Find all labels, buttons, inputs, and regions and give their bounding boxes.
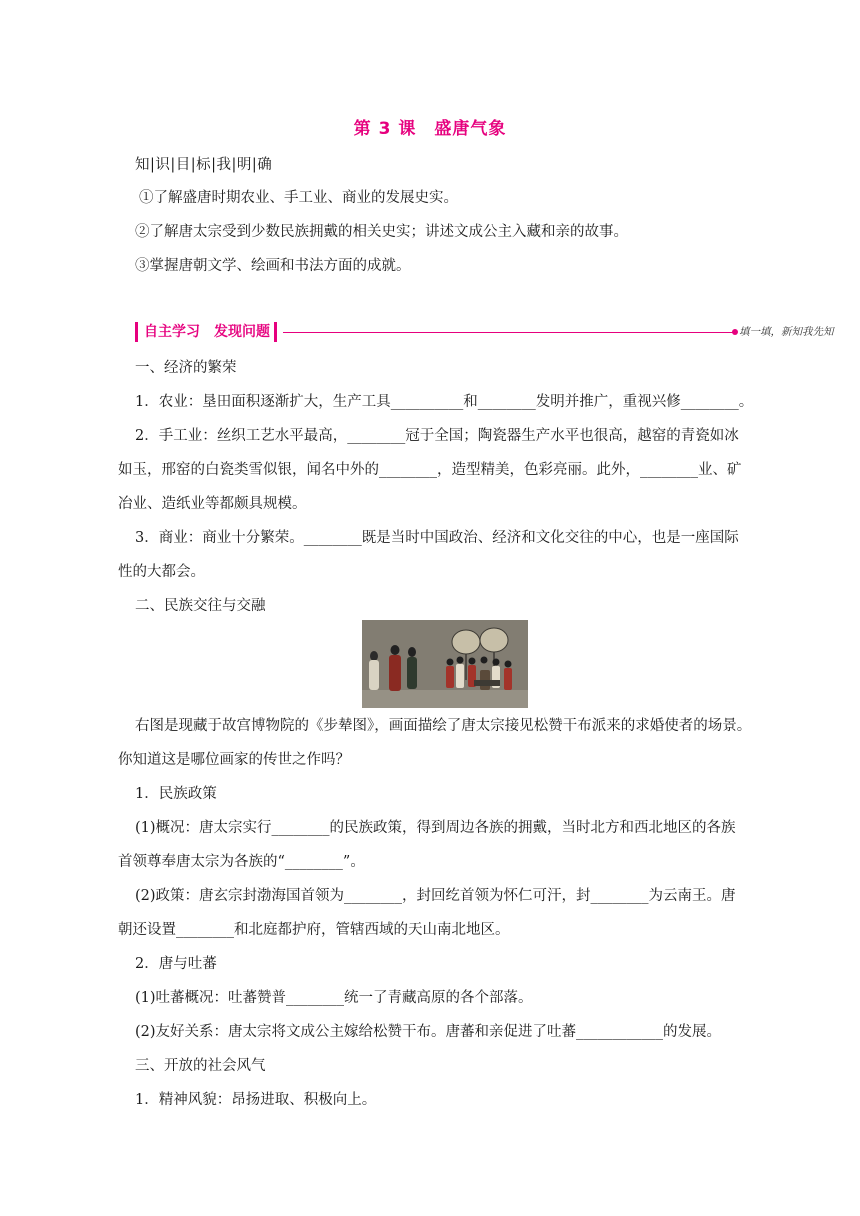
section-banner bbox=[135, 320, 834, 346]
paragraph: 如玉，邢窑的白瓷类雪似银，闻名中外的________，造型精美，色彩亮丽。此外，________业、矿 bbox=[118, 462, 742, 478]
paragraph: (1)概况：唐太宗实行________的民族政策，得到周边各族的拥戴，当时北方和西北地区的各族 bbox=[135, 820, 736, 836]
paragraph: 2．手工业：丝织工艺水平最高，________冠于全国；陶瓷器生产水平也很高，越窑的青瓷如冰 bbox=[135, 428, 739, 444]
paragraph: 性的大都会。 bbox=[118, 564, 205, 580]
paragraph: (2)政策：唐玄宗封渤海国首领为________，封回纥首领为怀仁可汗，封________为云南王。唐 bbox=[135, 888, 736, 904]
section-heading: 二、民族交往与交融 bbox=[135, 598, 266, 614]
goal-item: ③掌握唐朝文学、绘画和书法方面的成就。 bbox=[135, 258, 411, 274]
paragraph: 右图是现藏于故宫博物院的《步辇图》，画面描绘了唐太宗接见松赞干布派来的求婚使者的场景。 bbox=[135, 718, 752, 734]
goal-item: ②了解唐太宗受到少数民族拥戴的相关史实；讲述文成公主入藏和亲的故事。 bbox=[135, 224, 628, 240]
section-heading: 三、开放的社会风气 bbox=[135, 1058, 266, 1074]
paragraph: (1)吐蕃概况：吐蕃赞普________统一了青藏高原的各个部落。 bbox=[135, 990, 533, 1006]
paragraph: 你知道这是哪位画家的传世之作吗？ bbox=[118, 752, 350, 768]
section-banner-hint: 填一填，新知我先知 bbox=[739, 326, 834, 338]
paragraph: (2)友好关系：唐太宗将文成公主嫁给松赞干布。唐蕃和亲促进了吐蕃____________的发展。 bbox=[135, 1024, 722, 1040]
paragraph: 冶业、造纸业等都颇具规模。 bbox=[118, 496, 307, 512]
paragraph: 3．商业：商业十分繁荣。________既是当时中国政治、经济和文化交往的中心，也是一座国际 bbox=[135, 530, 739, 546]
goals-heading: 知|识|目|标|我|明|确 bbox=[135, 157, 273, 173]
paragraph: 1．农业：垦田面积逐渐扩大，生产工具__________和________发明并推广，重视兴修________。 bbox=[135, 394, 754, 410]
section-banner-rule bbox=[283, 332, 735, 333]
section-heading: 一、经济的繁荣 bbox=[135, 360, 237, 376]
paragraph: 朝还设置________和北庭都护府，管辖西域的天山南北地区。 bbox=[118, 922, 510, 938]
subheading: 1．民族政策 bbox=[135, 786, 217, 802]
section-banner-dot bbox=[732, 329, 738, 335]
subheading: 2．唐与吐蕃 bbox=[135, 956, 217, 972]
section-banner-label: 自主学习 发现问题 bbox=[135, 322, 277, 342]
page-title: 第 3 课 盛唐气象 bbox=[353, 119, 507, 139]
paragraph: 首领尊奉唐太宗为各族的“________”。 bbox=[118, 854, 365, 870]
painting-image bbox=[362, 620, 528, 708]
goal-item: ①了解盛唐时期农业、手工业、商业的发展史实。 bbox=[139, 190, 458, 206]
paragraph: 1．精神风貌：昂扬进取、积极向上。 bbox=[135, 1092, 377, 1108]
